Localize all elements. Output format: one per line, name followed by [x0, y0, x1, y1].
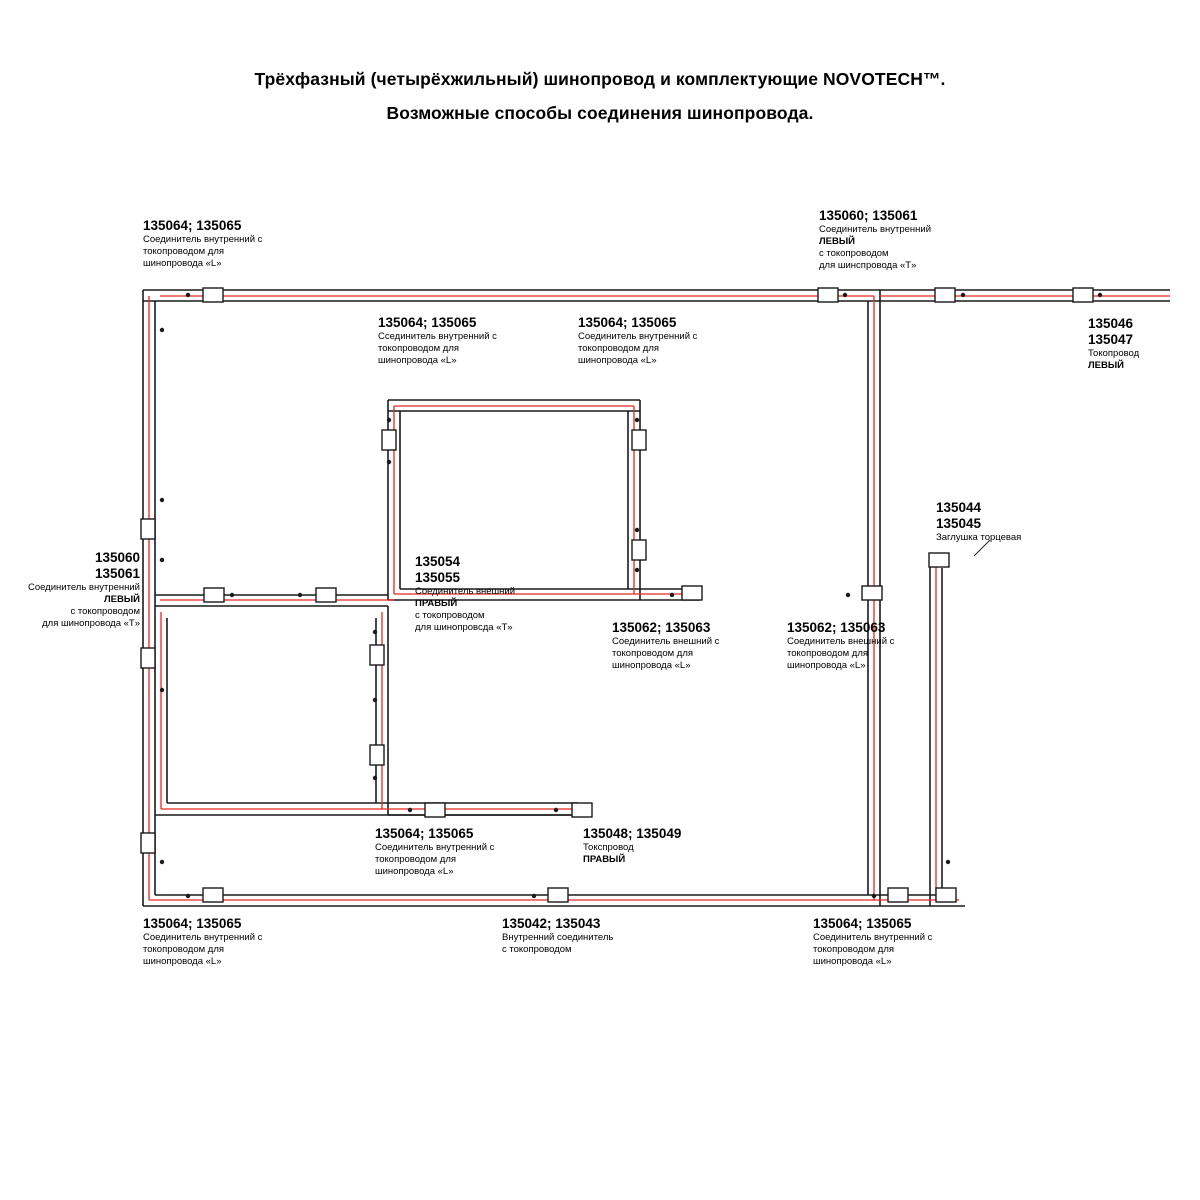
label-outer-connector-1 [612, 620, 719, 672]
label-desc-line: Соединитель внутренний [819, 224, 932, 235]
label-desc-line: Токспровод [583, 842, 634, 853]
connector-block [935, 288, 955, 302]
connector-block [141, 648, 155, 668]
label-code: 135048; 135049 [583, 826, 682, 841]
label-code: 135060 [94, 550, 140, 565]
label-code: 135046 [1088, 316, 1134, 331]
label-desc-line: для шинспровода «T» [819, 260, 917, 271]
label-code: 135064; 135065 [143, 218, 242, 233]
label-desc-line: ЛЕВЫЙ [819, 236, 855, 247]
label-code: 135044 [936, 500, 982, 515]
connector-block [141, 519, 155, 539]
label-outer-connector-2 [787, 620, 894, 672]
label-code: 135062; 135063 [787, 620, 886, 635]
connector-block [682, 586, 702, 600]
label-left-t-connector [0, 550, 140, 630]
label-desc-line: шинопровода «L» [143, 956, 222, 967]
label-desc-line: токопроводом для [787, 648, 869, 659]
label-desc-line: Соединитель внешний с [787, 636, 895, 647]
label-bottom-center-inner-connector [502, 916, 613, 956]
label-desc-line: для шинопровода «T» [42, 618, 140, 629]
label-desc-line: Внутренний соединитель [502, 932, 614, 943]
label-desc-line: токопроводом для [378, 343, 460, 354]
page-title-line-1: Трёхфазный (четырёхжильный) шинопровод и комплектующие NOVOTECH™. [254, 69, 946, 89]
label-desc-line: Соединитель внутренний с [143, 932, 263, 943]
label-desc-line: Заглушка торцевая [936, 532, 1022, 543]
label-mid-top-inner-connector-1 [378, 315, 497, 367]
connector-block [425, 803, 445, 817]
label-desc-line: шинопровода «L» [143, 258, 222, 269]
label-desc-line: токопроводом для [813, 944, 895, 955]
label-desc-line: с токопроводом [819, 248, 889, 259]
track-outlines [143, 290, 1170, 906]
label-code: 135064; 135065 [813, 916, 912, 931]
label-code: 135054 [415, 554, 461, 569]
label-desc-line: Соединитель внутренний [27, 582, 140, 593]
label-code: 135064; 135065 [375, 826, 474, 841]
terminal-dots [160, 293, 1102, 898]
label-desc-line: Соединитель внутренний с [813, 932, 933, 943]
label-desc-line: шинопровода «L» [578, 355, 657, 366]
label-desc-line: с токопроводом [415, 610, 485, 621]
label-desc-line: Соединитель внешний [415, 586, 516, 597]
label-top-right-left-connector [819, 208, 931, 272]
connector-block [572, 803, 592, 817]
label-top-left-inner-connector [143, 218, 262, 270]
connector-block [203, 888, 223, 902]
track-accent-lines [149, 296, 1170, 900]
label-desc-line: ПРАВЫЙ [415, 598, 458, 609]
label-desc-line: шинопровода «L» [787, 660, 866, 671]
connector-block [936, 888, 956, 902]
label-desc-line: Соединитель внутренний с [375, 842, 495, 853]
connector-block [141, 833, 155, 853]
label-desc-line: для шинопровсда «T» [415, 622, 513, 633]
label-desc-line: токопроводом для [612, 648, 694, 659]
label-feed-right [583, 826, 681, 866]
label-desc-line: ЛЕВЫЙ [104, 594, 140, 605]
label-desc-line: шинопровода «L» [612, 660, 691, 671]
label-code-2: 135055 [415, 570, 461, 585]
label-code: 135064; 135065 [578, 315, 677, 330]
label-code: 135060; 135061 [819, 208, 918, 223]
label-code-2: 135061 [94, 566, 140, 581]
connector-block [370, 745, 384, 765]
label-desc-line: Соединитель внешний с [612, 636, 720, 647]
connector-block [204, 588, 224, 602]
end-cap-block [929, 553, 949, 567]
page-title-line-2: Возможные способы соединения шинопровода. [386, 103, 814, 123]
connector-block [382, 430, 396, 450]
connector-block [632, 540, 646, 560]
label-desc-line: шинопровода «L» [375, 866, 454, 877]
connector-block [548, 888, 568, 902]
label-bottom-mid-inner-connector [375, 826, 494, 878]
label-desc-line: токопроводом для [143, 246, 225, 257]
label-desc-line: с токопроводом [502, 944, 572, 955]
label-desc-line: токопроводом для [578, 343, 660, 354]
label-right-end-cap [936, 500, 1021, 544]
label-bottom-left-inner-connector [143, 916, 262, 968]
label-desc-line: токопроводом для [143, 944, 225, 955]
connector-block [316, 588, 336, 602]
label-desc-line: ПРАВЫЙ [583, 854, 626, 865]
label-desc-line: Ссединитель внутренний с [378, 331, 497, 342]
label-desc-line: шинопровода «L» [378, 355, 457, 366]
label-desc-line: Соединитель внутренний с [578, 331, 698, 342]
label-code-2: 135045 [936, 516, 982, 531]
connector-block [888, 888, 908, 902]
label-code: 135064; 135065 [378, 315, 477, 330]
connector-block [632, 430, 646, 450]
label-right-feed-left [1088, 316, 1139, 372]
connector-block [203, 288, 223, 302]
label-desc-line: Токопровод [1088, 348, 1140, 359]
label-desc-line: ЛЕВЫЙ [1088, 360, 1124, 371]
label-desc-line: шинопровода «L» [813, 956, 892, 967]
connector-block [818, 288, 838, 302]
label-desc-line: Соединитель внутренний с [143, 234, 263, 245]
label-code: 135064; 135065 [143, 916, 242, 931]
connector-block [370, 645, 384, 665]
connector-block [1073, 288, 1093, 302]
label-code-2: 135047 [1088, 332, 1134, 347]
label-bottom-right-inner-connector [813, 916, 932, 968]
label-code: 135062; 135063 [612, 620, 711, 635]
label-center-outer-right-connector [415, 554, 515, 634]
connector-block [862, 586, 882, 600]
label-code: 135042; 135043 [502, 916, 601, 931]
label-mid-top-inner-connector-2 [578, 315, 697, 367]
label-desc-line: с токопроводом [70, 606, 140, 617]
label-desc-line: токопроводом для [375, 854, 457, 865]
